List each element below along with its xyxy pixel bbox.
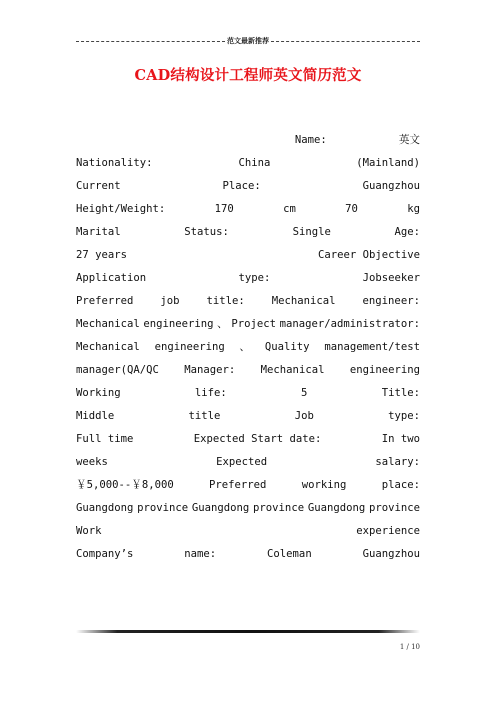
- text-line: [76, 221, 420, 244]
- text-word: Guangzhou: [362, 548, 420, 560]
- text-word: Guangzhou: [362, 180, 420, 192]
- text-word: life:: [194, 387, 227, 399]
- text-word: Work: [76, 525, 102, 537]
- text-word: Marital: [76, 226, 121, 238]
- text-word: Age:: [394, 226, 420, 238]
- text-word: manager/administrator:: [279, 318, 420, 330]
- text-word: type:: [388, 410, 420, 422]
- header-text: 范文最新推荐: [227, 37, 269, 45]
- text-word: Guangdong: [76, 502, 134, 514]
- text-line: [76, 175, 420, 198]
- text-word: cm: [283, 203, 296, 215]
- resume-body: [76, 129, 420, 566]
- text-line: [76, 451, 420, 474]
- text-line: [76, 497, 420, 520]
- text-word: Working: [76, 387, 121, 399]
- text-word: Coleman: [267, 548, 312, 560]
- text-word: China: [238, 157, 271, 169]
- text-word: Expected Start date:: [193, 433, 322, 445]
- text-word: Current: [76, 180, 121, 192]
- text-word: working: [301, 479, 347, 491]
- text-word: Height/Weight:: [76, 203, 166, 215]
- footer-rule: [76, 630, 420, 633]
- text-line: [76, 267, 420, 290]
- text-word: kg: [407, 203, 420, 215]
- document-title: CAD结构设计工程师英文简历范文: [134, 67, 362, 84]
- text-line: [76, 244, 420, 267]
- text-word: 70: [345, 203, 358, 215]
- text-word: Mechanical: [260, 364, 325, 376]
- text-line: [76, 336, 420, 359]
- text-word: engineer:: [362, 295, 420, 307]
- text-word: 、: [217, 318, 228, 330]
- text-word: Preferred: [76, 295, 134, 307]
- text-word: weeks: [76, 456, 108, 468]
- text-line: [76, 198, 420, 221]
- text-word: job: [160, 295, 180, 307]
- text-word: 27 years: [76, 249, 128, 261]
- text-word: ￥5,000--￥8,000: [76, 479, 174, 491]
- text-line: [76, 543, 420, 566]
- text-line: [76, 359, 420, 382]
- page-number: 1 / 10: [399, 643, 420, 651]
- text-word: title:: [206, 295, 245, 307]
- text-word: Quality: [264, 341, 310, 353]
- text-word: Career Objective: [317, 249, 420, 261]
- text-word: 、: [239, 341, 251, 353]
- text-word: title: [188, 410, 221, 422]
- header-rule-left: [76, 41, 225, 42]
- text-line: [76, 290, 420, 313]
- text-word: 170: [214, 203, 234, 215]
- text-word: Job: [294, 410, 314, 422]
- text-line: [76, 474, 420, 497]
- text-word: management/test: [324, 341, 420, 353]
- text-word: Title:: [381, 387, 420, 399]
- text-line: [76, 129, 420, 152]
- text-word: province: [137, 502, 189, 514]
- text-word: 英文: [398, 134, 420, 146]
- text-word: 5: [301, 387, 308, 399]
- text-word: salary:: [375, 456, 420, 468]
- text-word: Mechanical: [271, 295, 336, 307]
- text-word: Mechanical: [76, 318, 140, 330]
- text-word: Company’s: [76, 548, 134, 560]
- text-word: experience: [356, 525, 420, 537]
- text-word: Jobseeker: [362, 272, 420, 284]
- text-word: manager(QA/QC: [76, 364, 159, 376]
- header-rule-right: [271, 41, 420, 42]
- text-word: Place:: [222, 180, 261, 192]
- text-word: Name:: [294, 134, 327, 146]
- text-word: Guangdong: [191, 502, 250, 514]
- text-word: place:: [381, 479, 420, 491]
- text-word: type:: [238, 272, 271, 284]
- text-word: In two: [381, 433, 420, 445]
- text-word: province: [368, 502, 420, 514]
- text-word: Nationality:: [76, 157, 153, 169]
- text-line: [76, 428, 420, 451]
- text-word: Status:: [184, 226, 229, 238]
- text-line: [76, 152, 420, 175]
- text-word: Mechanical: [76, 341, 140, 353]
- text-word: name:: [184, 548, 217, 560]
- text-line: [76, 382, 420, 405]
- text-word: Preferred: [209, 479, 267, 491]
- page-header: [76, 36, 420, 46]
- text-word: Single: [292, 226, 331, 238]
- text-word: engineering: [154, 341, 225, 353]
- text-word: Project: [231, 318, 277, 330]
- text-word: Full time: [76, 433, 134, 445]
- text-line: [76, 313, 420, 336]
- text-word: Application: [76, 272, 147, 284]
- text-word: Middle: [76, 410, 115, 422]
- text-word: province: [253, 502, 305, 514]
- text-word: Expected: [216, 456, 268, 468]
- text-line: [76, 405, 420, 428]
- text-word: Guangdong: [307, 502, 366, 514]
- text-word: (Mainland): [356, 157, 420, 169]
- text-word: engineering: [349, 364, 420, 376]
- text-word: engineering: [143, 318, 214, 330]
- text-line: [76, 520, 420, 543]
- text-word: Manager:: [184, 364, 236, 376]
